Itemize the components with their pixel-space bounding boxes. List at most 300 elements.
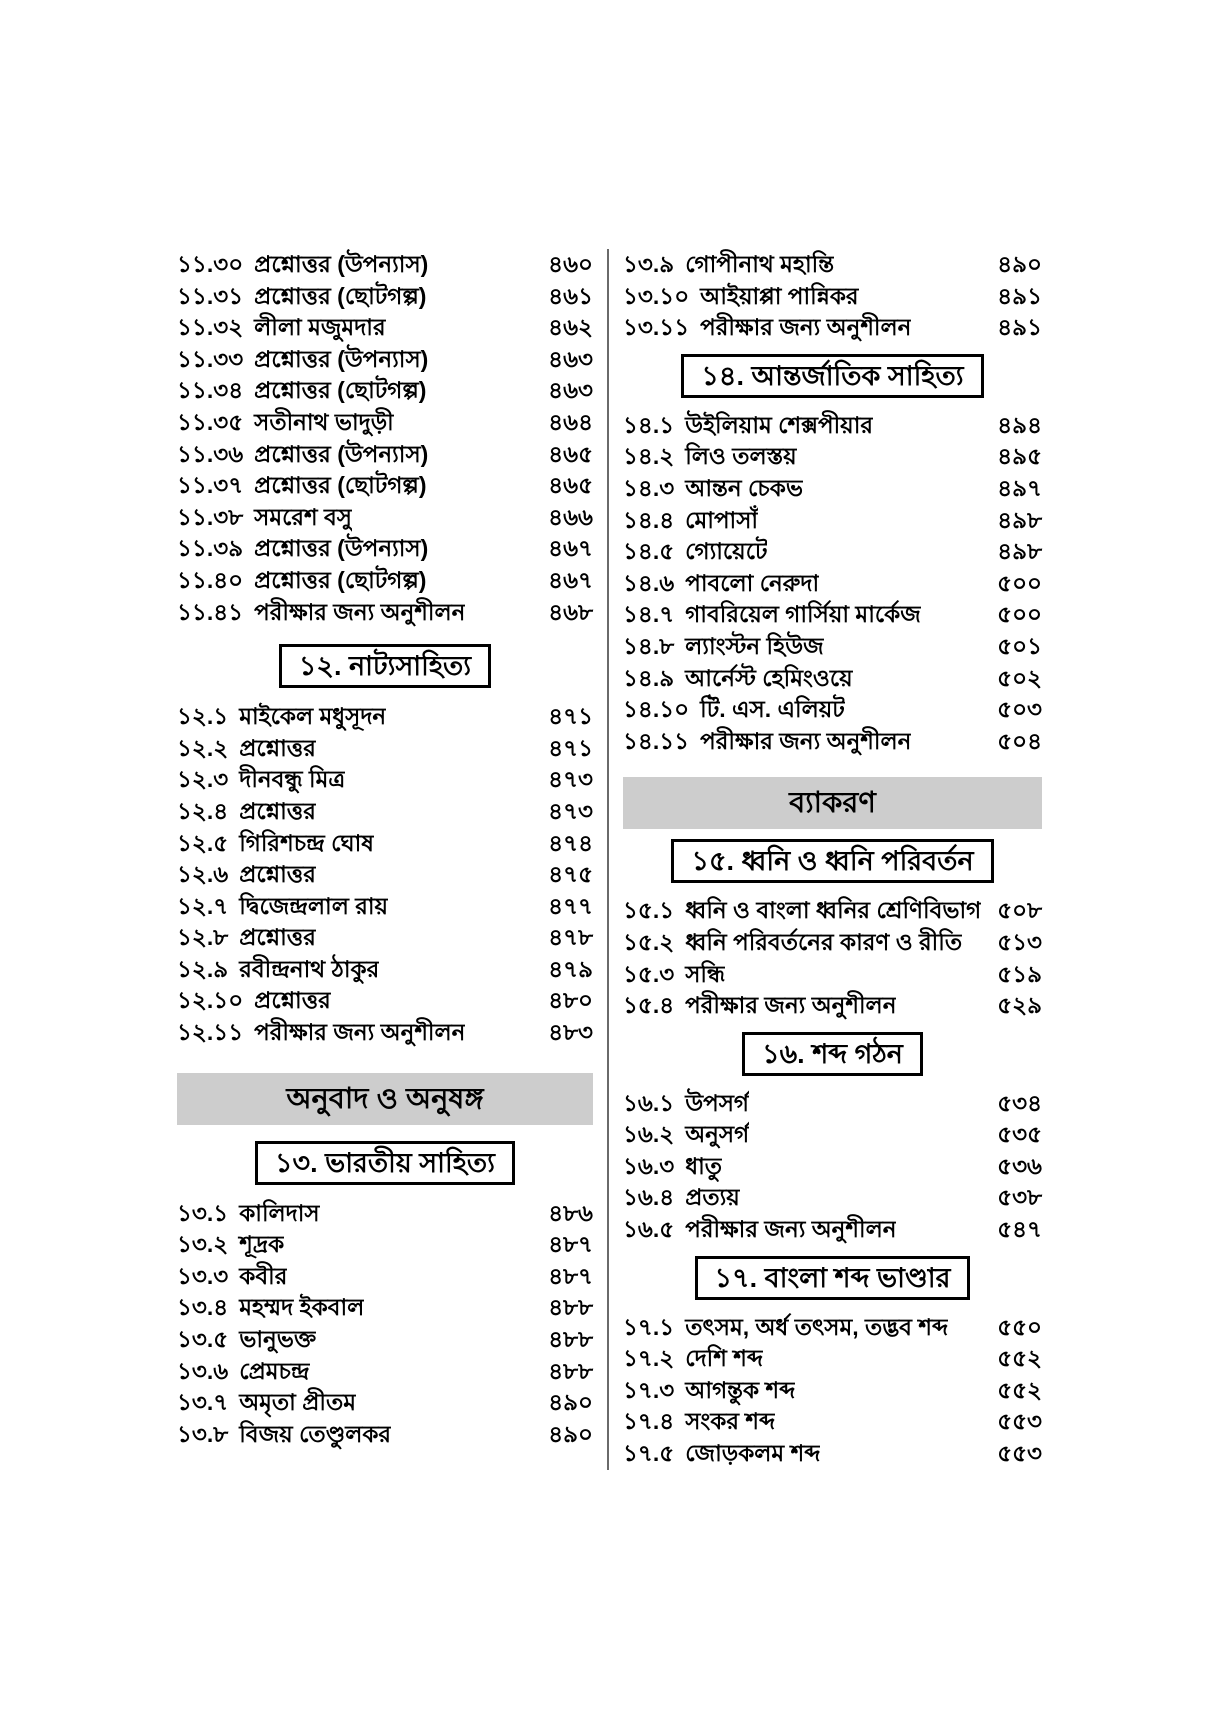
toc-row xyxy=(623,927,1042,959)
toc-section xyxy=(177,249,593,628)
row-page-number: ৫০১ xyxy=(997,632,1042,659)
toc-row xyxy=(623,599,1042,631)
row-number: ১৪.৯ xyxy=(623,664,675,691)
row-page-number: ৫৫০ xyxy=(997,1313,1042,1340)
row-label xyxy=(623,663,853,695)
row-number: ১২.৬ xyxy=(177,861,229,888)
row-title: দ্বিজেন্দ্রলাল রায় xyxy=(239,892,389,919)
toc-row xyxy=(623,1343,1042,1375)
toc-row xyxy=(177,375,593,407)
row-number: ১৩.৩ xyxy=(177,1262,229,1289)
row-number: ১৭.৩ xyxy=(623,1376,675,1403)
row-page-number: ৪৯৫ xyxy=(997,443,1042,470)
toc-row xyxy=(177,796,593,828)
row-title: ভানুভক্ত xyxy=(239,1326,317,1353)
row-number: ১২.১১ xyxy=(177,1019,244,1046)
toc-row xyxy=(177,1419,593,1451)
row-title: ধ্বনি পরিবর্তনের কারণ ও রীতি xyxy=(685,928,963,955)
toc-row xyxy=(623,1214,1042,1246)
row-page-number: ৪৯০ xyxy=(548,1420,593,1447)
row-page-number: ৪৮৩ xyxy=(548,1019,593,1046)
row-number: ১৪.৪ xyxy=(623,506,675,533)
row-page-number: ৪৬১ xyxy=(548,282,593,309)
row-title: সমরেশ বসু xyxy=(254,503,352,530)
toc-row xyxy=(177,922,593,954)
row-label xyxy=(177,1387,356,1419)
row-number: ১৪.১১ xyxy=(623,727,690,754)
row-page-number: ৪৭১ xyxy=(548,734,593,761)
row-title: মাইকেল মধুসূদন xyxy=(239,703,387,730)
row-number: ১৫.২ xyxy=(623,928,675,955)
section-rows xyxy=(177,1198,593,1451)
row-title: অমৃতা প্রীতম xyxy=(239,1389,357,1416)
row-page-number: ৪৮৬ xyxy=(548,1199,593,1226)
row-label xyxy=(623,1151,722,1183)
row-page-number: ৫১৯ xyxy=(997,960,1042,987)
row-label xyxy=(623,895,981,927)
toc-row xyxy=(177,502,593,534)
row-page-number: ৪৭৪ xyxy=(548,829,593,856)
row-label xyxy=(177,1356,310,1388)
row-page-number: ৫৩৪ xyxy=(997,1089,1042,1116)
toc-row xyxy=(177,828,593,860)
row-title: প্রশ্নোত্তর xyxy=(239,797,316,824)
row-page-number: ৪৯০ xyxy=(548,1389,593,1416)
row-title: কবীর xyxy=(239,1262,288,1289)
toc-row xyxy=(623,1182,1042,1214)
row-label xyxy=(177,439,428,471)
row-title: জোড়কলম শব্দ xyxy=(685,1440,821,1467)
toc-row xyxy=(623,1406,1042,1438)
row-number: ১১.৩৭ xyxy=(177,472,244,499)
row-page-number: ৪৬৩ xyxy=(548,345,593,372)
row-page-number: ৫০২ xyxy=(997,664,1042,691)
toc-section xyxy=(177,1141,593,1451)
toc-row xyxy=(623,1375,1042,1407)
row-title: দীনবন্ধু মিত্র xyxy=(239,766,346,793)
toc-row xyxy=(177,701,593,733)
toc-row xyxy=(177,344,593,376)
row-title: ধাতু xyxy=(685,1152,723,1179)
row-label xyxy=(623,473,803,505)
toc-row xyxy=(177,1229,593,1261)
right-column xyxy=(609,249,1064,1470)
row-label xyxy=(623,505,758,537)
row-title: বিজয় তেণ্ডুলকর xyxy=(239,1420,392,1447)
row-title: আগন্তুক শব্দ xyxy=(685,1376,796,1403)
row-page-number: ৪৮৭ xyxy=(548,1231,593,1258)
row-number: ১৩.১ xyxy=(177,1199,229,1226)
row-label xyxy=(623,599,921,631)
row-page-number: ৪৬২ xyxy=(548,314,593,341)
row-number: ১৩.৯ xyxy=(623,251,675,277)
section-rows xyxy=(623,410,1042,758)
row-number: ১৩.৫ xyxy=(177,1326,229,1353)
toc-row xyxy=(177,985,593,1017)
toc-section xyxy=(177,644,593,1049)
row-label xyxy=(623,1182,740,1214)
row-page-number: ৫৩৫ xyxy=(997,1121,1042,1148)
row-page-number: ৪৬৩ xyxy=(548,377,593,404)
row-number: ১৫.৪ xyxy=(623,992,675,1019)
row-label xyxy=(623,1312,948,1344)
toc-row xyxy=(177,470,593,502)
toc-row xyxy=(177,1324,593,1356)
row-number: ১৪.৫ xyxy=(623,538,675,565)
row-label xyxy=(623,1214,896,1246)
row-title: পাবলো নেরুদা xyxy=(685,569,820,596)
toc-row xyxy=(177,891,593,923)
toc-row xyxy=(623,249,1042,281)
row-label xyxy=(623,1406,775,1438)
row-title: ধ্বনি ও বাংলা ধ্বনির শ্রেণিবিভাগ xyxy=(685,897,982,924)
row-number: ১২.৮ xyxy=(177,924,229,951)
row-title: প্রশ্নোত্তর xyxy=(254,987,331,1014)
row-page-number: ৫৫৩ xyxy=(997,1440,1042,1467)
row-number: ১৭.৫ xyxy=(623,1440,675,1467)
row-number: ১৩.২ xyxy=(177,1231,229,1258)
row-title: গাবরিয়েল গার্সিয়া মার্কেজ xyxy=(685,601,921,628)
row-page-number: ৪৬৮ xyxy=(548,598,593,625)
row-label xyxy=(623,990,896,1022)
row-title: দেশি শব্দ xyxy=(685,1345,763,1372)
row-page-number: ৪৭৩ xyxy=(548,797,593,824)
section-rows xyxy=(623,895,1042,1021)
row-title: প্রশ্নোত্তর (ছোটগল্প) xyxy=(254,282,427,309)
row-title: লীলা মজুমদার xyxy=(254,314,386,341)
toc-section xyxy=(177,1073,593,1125)
row-page-number: ৪৯০ xyxy=(997,251,1042,277)
row-number: ১১.৩৫ xyxy=(177,408,244,435)
row-number: ১১.৪০ xyxy=(177,566,244,593)
row-label xyxy=(177,985,331,1017)
row-title: পরীক্ষার জন্য অনুশীলন xyxy=(685,1216,897,1243)
row-label xyxy=(177,565,426,597)
row-page-number: ৪৯১ xyxy=(997,282,1042,309)
row-page-number: ৪৭৩ xyxy=(548,766,593,793)
row-title: পরীক্ষার জন্য অনুশীলন xyxy=(685,992,897,1019)
toc-section xyxy=(623,1032,1042,1246)
row-label xyxy=(623,726,911,758)
row-label xyxy=(177,891,388,923)
row-label xyxy=(623,536,767,568)
row-number: ১৩.৮ xyxy=(177,1420,229,1447)
row-page-number: ৫৫২ xyxy=(997,1345,1042,1372)
row-title: প্রত্যয় xyxy=(685,1184,740,1211)
toc-row xyxy=(623,694,1042,726)
row-page-number: ৫৪৭ xyxy=(997,1216,1042,1243)
row-number: ১২.৯ xyxy=(177,955,229,982)
row-title: গিরিশচন্দ্র ঘোষ xyxy=(239,829,374,856)
row-label xyxy=(623,1088,749,1120)
row-label xyxy=(623,441,797,473)
row-number: ১১.৩৬ xyxy=(177,440,244,467)
row-title: প্রশ্নোত্তর xyxy=(239,924,316,951)
row-title: গোপীনাথ মহান্তি xyxy=(685,251,835,277)
row-number: ১৪.৩ xyxy=(623,474,675,501)
row-number: ১২.২ xyxy=(177,734,229,761)
row-title: রবীন্দ্রনাথ ঠাকুর xyxy=(239,955,380,982)
toc-row xyxy=(177,1198,593,1230)
toc-row xyxy=(623,568,1042,600)
row-page-number: ৪৯৭ xyxy=(997,474,1042,501)
row-number: ১৫.১ xyxy=(623,897,675,924)
row-page-number: ৪৭১ xyxy=(548,703,593,730)
section-header: অনুবাদ ও অনুষঙ্গ xyxy=(177,1073,593,1125)
row-title: তৎসম, অর্ধ তৎসম, তদ্ভব শব্দ xyxy=(685,1313,949,1340)
row-number: ১৩.১১ xyxy=(623,314,690,341)
toc-row xyxy=(177,312,593,344)
toc-row xyxy=(623,663,1042,695)
row-number: ১১.৩৪ xyxy=(177,377,244,404)
row-title: মহম্মদ ইকবাল xyxy=(239,1294,365,1321)
toc-row xyxy=(623,1151,1042,1183)
toc-row xyxy=(623,505,1042,537)
row-number: ১২.৫ xyxy=(177,829,229,856)
section-header: ১২. নাট্যসাহিত্য xyxy=(279,644,491,688)
row-number: ১৪.৬ xyxy=(623,569,675,596)
row-title: পরীক্ষার জন্য অনুশীলন xyxy=(254,598,466,625)
row-title: শূদ্রক xyxy=(239,1231,285,1258)
row-title: গ্যোয়েটে xyxy=(685,538,768,565)
row-label xyxy=(623,1343,763,1375)
toc-row xyxy=(177,1261,593,1293)
row-title: অনুসর্গ xyxy=(685,1121,750,1148)
toc-row xyxy=(177,439,593,471)
row-number: ১২.৭ xyxy=(177,892,229,919)
row-page-number: ৫২৯ xyxy=(997,992,1042,1019)
row-page-number: ৪৮০ xyxy=(548,987,593,1014)
row-title: সতীনাথ ভাদুড়ী xyxy=(254,408,394,435)
row-label xyxy=(623,1375,795,1407)
row-page-number: ৪৬৭ xyxy=(548,566,593,593)
row-label xyxy=(177,1229,284,1261)
row-label xyxy=(177,1419,391,1451)
row-page-number: ৪৬৫ xyxy=(548,440,593,467)
toc-section xyxy=(623,354,1042,758)
row-label xyxy=(177,344,428,376)
row-label xyxy=(623,959,725,991)
row-label xyxy=(177,312,386,344)
row-number: ১৬.২ xyxy=(623,1121,675,1148)
toc-row xyxy=(623,631,1042,663)
toc-row xyxy=(623,1312,1042,1344)
row-title: মোপাসাঁ xyxy=(685,506,759,533)
section-header: ১৬. শব্দ গঠন xyxy=(742,1032,923,1076)
row-label xyxy=(623,1438,820,1470)
row-page-number: ৫০০ xyxy=(997,601,1042,628)
row-page-number: ৪৬৫ xyxy=(548,472,593,499)
row-number: ১৫.৩ xyxy=(623,960,675,987)
toc-row xyxy=(177,565,593,597)
toc-row xyxy=(623,1088,1042,1120)
row-title: প্রশ্নোত্তর (উপন্যাস) xyxy=(254,535,429,562)
row-number: ১৩.৭ xyxy=(177,1389,229,1416)
row-label xyxy=(177,597,465,629)
toc-section xyxy=(623,1256,1042,1470)
section-header: ১৫. ধ্বনি ও ধ্বনি পরিবর্তন xyxy=(671,839,993,883)
row-label xyxy=(177,733,316,765)
row-title: প্রশ্নোত্তর (উপন্যাস) xyxy=(254,345,429,372)
row-label xyxy=(177,796,316,828)
row-number: ১৪.২ xyxy=(623,443,675,470)
section-header: ব্যাকরণ xyxy=(623,777,1042,829)
row-page-number: ৪৭৭ xyxy=(548,892,593,919)
row-number: ১৪.৮ xyxy=(623,632,675,659)
row-page-number: ৫০৮ xyxy=(997,897,1042,924)
row-label xyxy=(623,631,824,663)
row-page-number: ৪৬৬ xyxy=(548,503,593,530)
row-label xyxy=(623,1119,749,1151)
toc-row xyxy=(177,954,593,986)
row-number: ১৬.৪ xyxy=(623,1184,675,1211)
left-column xyxy=(160,249,607,1470)
row-page-number: ৪৮৭ xyxy=(548,1262,593,1289)
row-number: ১৬.১ xyxy=(623,1089,675,1116)
row-number: ১৪.৭ xyxy=(623,601,675,628)
row-label xyxy=(623,281,859,313)
row-number: ১৪.১০ xyxy=(623,696,690,723)
toc-row xyxy=(623,473,1042,505)
row-page-number: ৫০৪ xyxy=(997,727,1042,754)
row-label xyxy=(623,927,962,959)
toc-row xyxy=(177,281,593,313)
row-number: ১৩.৬ xyxy=(177,1357,229,1384)
row-title: সন্ধি xyxy=(685,960,726,987)
toc-row xyxy=(177,1292,593,1324)
row-label xyxy=(177,954,379,986)
row-title: পরীক্ষার জন্য অনুশীলন xyxy=(700,314,912,341)
row-label xyxy=(623,249,834,281)
row-number: ১৭.২ xyxy=(623,1345,675,1372)
row-label xyxy=(177,859,316,891)
row-number: ১১.৩২ xyxy=(177,314,244,341)
row-title: প্রশ্নোত্তর (ছোটগল্প) xyxy=(254,566,427,593)
row-title: প্রশ্নোত্তর (ছোটগল্প) xyxy=(254,472,427,499)
row-number: ১২.৪ xyxy=(177,797,229,824)
row-page-number: ৫৫২ xyxy=(997,1376,1042,1403)
row-title: প্রশ্নোত্তর (উপন্যাস) xyxy=(254,440,429,467)
row-number: ১২.৩ xyxy=(177,766,229,793)
row-number: ১১.৩১ xyxy=(177,282,244,309)
row-title: প্রশ্নোত্তর xyxy=(239,734,316,761)
row-label xyxy=(623,568,819,600)
row-title: উপসর্গ xyxy=(685,1089,749,1116)
row-number: ১৭.১ xyxy=(623,1313,675,1340)
row-page-number: ৪৯৮ xyxy=(997,506,1042,533)
toc-row xyxy=(177,407,593,439)
row-number: ১১.৩৩ xyxy=(177,345,244,372)
row-page-number: ৫০৩ xyxy=(997,696,1042,723)
row-title: উইলিয়াম শেক্সপীয়ার xyxy=(685,411,874,438)
section-rows xyxy=(623,249,1042,344)
row-label xyxy=(177,922,316,954)
toc-row xyxy=(177,1356,593,1388)
row-label xyxy=(177,764,345,796)
row-label xyxy=(177,1017,465,1049)
row-title: পরীক্ষার জন্য অনুশীলন xyxy=(254,1019,466,1046)
row-title: প্রেমচন্দ্র xyxy=(239,1357,310,1384)
row-page-number: ৫৩৬ xyxy=(997,1152,1042,1179)
toc-row xyxy=(177,597,593,629)
row-label xyxy=(177,249,428,281)
toc-section xyxy=(623,777,1042,829)
section-rows xyxy=(177,249,593,628)
row-page-number: ৪৬৭ xyxy=(548,535,593,562)
toc-columns xyxy=(160,249,1064,1470)
section-header: ১৪. আন্তর্জাতিক সাহিত্য xyxy=(681,354,983,398)
row-page-number: ৫১৩ xyxy=(997,928,1042,955)
row-label xyxy=(177,1198,320,1230)
section-rows xyxy=(177,701,593,1049)
toc-row xyxy=(177,764,593,796)
toc-row xyxy=(177,249,593,281)
toc-row xyxy=(177,859,593,891)
section-rows xyxy=(623,1312,1042,1470)
row-label xyxy=(623,694,845,726)
toc-row xyxy=(623,726,1042,758)
row-label xyxy=(177,375,426,407)
row-number: ১৩.৪ xyxy=(177,1294,229,1321)
row-label xyxy=(177,470,427,502)
row-title: আন্তন চেকভ xyxy=(685,474,803,501)
row-title: প্রশ্নোত্তর (ছোটগল্প) xyxy=(254,377,427,404)
section-header: ১৩. ভারতীয় সাহিত্য xyxy=(255,1141,515,1185)
toc-row xyxy=(623,536,1042,568)
row-label xyxy=(177,407,394,439)
section-header: ১৭. বাংলা শব্দ ভাণ্ডার xyxy=(695,1256,971,1300)
row-page-number: ৪৯৮ xyxy=(997,538,1042,565)
toc-row xyxy=(623,959,1042,991)
row-page-number: ৪৬০ xyxy=(548,251,593,277)
row-title: লিও তলস্তয় xyxy=(685,443,797,470)
toc-row xyxy=(623,1438,1042,1470)
toc-row xyxy=(623,312,1042,344)
row-label xyxy=(177,1292,364,1324)
row-number: ১২.১০ xyxy=(177,987,244,1014)
row-label xyxy=(177,1261,287,1293)
row-number: ১২.১ xyxy=(177,703,229,730)
row-title: সংকর শব্দ xyxy=(685,1408,776,1435)
row-title: টি. এস. এলিয়ট xyxy=(700,696,845,723)
row-title: প্রশ্নোত্তর (উপন্যাস) xyxy=(254,251,429,277)
toc-section xyxy=(623,839,1042,1021)
row-title: ল্যাংস্টন হিউজ xyxy=(685,632,824,659)
row-label xyxy=(177,701,386,733)
section-rows xyxy=(623,1088,1042,1246)
row-label xyxy=(623,312,911,344)
row-number: ১৬.৩ xyxy=(623,1152,675,1179)
toc-row xyxy=(623,895,1042,927)
toc-row xyxy=(623,1119,1042,1151)
row-page-number: ৪৮৮ xyxy=(548,1357,593,1384)
toc-row xyxy=(623,441,1042,473)
row-label xyxy=(623,410,873,442)
row-number: ১১.৪১ xyxy=(177,598,244,625)
row-page-number: ৪৭৮ xyxy=(548,924,593,951)
row-page-number: ৫০০ xyxy=(997,569,1042,596)
row-title: আর্নেস্ট হেমিংওয়ে xyxy=(685,664,853,691)
toc-row xyxy=(177,1387,593,1419)
row-label xyxy=(177,533,428,565)
row-title: প্রশ্নোত্তর xyxy=(239,861,316,888)
row-page-number: ৪৭৯ xyxy=(548,955,593,982)
row-title: কালিদাস xyxy=(239,1199,320,1226)
row-number: ১১.৩৮ xyxy=(177,503,244,530)
toc-row xyxy=(177,733,593,765)
toc-row xyxy=(623,990,1042,1022)
row-title: পরীক্ষার জন্য অনুশীলন xyxy=(700,727,912,754)
